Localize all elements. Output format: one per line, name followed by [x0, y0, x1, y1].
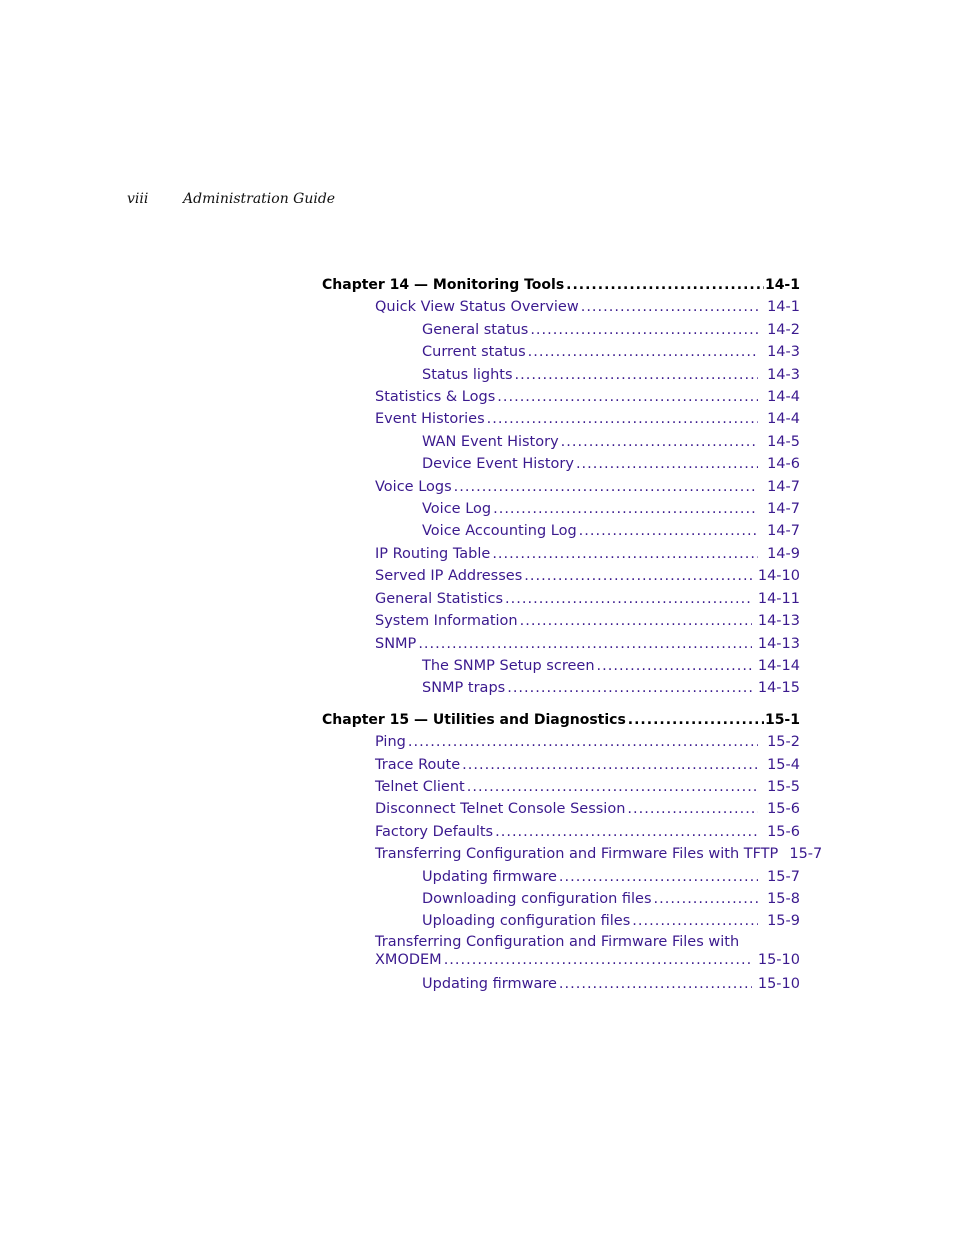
toc-page-number: 14-13: [757, 613, 800, 630]
toc-page-number: 15-2: [767, 734, 800, 751]
toc-entry-label: Current status: [422, 344, 526, 361]
toc-entry[interactable]: [322, 754, 800, 776]
toc-page-number: 15-1: [764, 711, 800, 728]
toc-page-number: 14-7: [767, 478, 800, 495]
toc-entry-label: Device Event History: [422, 456, 574, 473]
toc-entry[interactable]: [322, 431, 800, 453]
toc-page-number: 15-9: [767, 913, 800, 930]
toc-entry-label: SNMP traps: [422, 680, 506, 697]
toc-page-number: 14-13: [757, 635, 800, 652]
toc-entry[interactable]: [322, 821, 800, 843]
toc-entry[interactable]: [322, 610, 800, 632]
toc-page-number: 14-7: [767, 501, 800, 518]
toc-page-number: 15-5: [767, 778, 800, 795]
toc-entry[interactable]: [322, 386, 800, 408]
toc-entry-label: Disconnect Telnet Console Session: [375, 801, 626, 818]
toc-entry-label: SNMP: [375, 635, 417, 652]
toc-chapter-14[interactable]: [322, 274, 800, 296]
toc-entry[interactable]: [322, 866, 800, 888]
toc-entry[interactable]: [322, 565, 800, 587]
toc-entry-label: General status: [422, 321, 529, 338]
toc-entry[interactable]: [322, 453, 800, 475]
toc-entry-label: Updating firmware: [422, 975, 557, 992]
toc-entry[interactable]: [322, 341, 800, 363]
toc-page-number: 14-1: [764, 277, 800, 293]
toc-page-number: 14-11: [757, 590, 800, 607]
toc-page-number: 14-3: [767, 344, 800, 361]
toc-entry[interactable]: [322, 319, 800, 341]
toc-entry-label: Transferring Configuration and Firmware Files with TFTP: [375, 846, 779, 863]
toc-entry-label: Event Histories: [375, 411, 485, 428]
toc-entry[interactable]: [322, 476, 800, 498]
toc-entry-label: Telnet Client: [375, 778, 465, 795]
toc-entry[interactable]: [322, 364, 800, 386]
toc-page-number: 15-8: [767, 890, 800, 907]
toc-entry-label: System Information: [375, 613, 518, 630]
toc-entry[interactable]: [322, 677, 800, 699]
toc-entry-label: Quick View Status Overview: [375, 299, 579, 316]
toc-entry-label: Voice Accounting Log: [422, 523, 577, 540]
toc-page-number: 14-15: [757, 680, 800, 697]
toc-entry-label: General Statistics: [375, 590, 504, 607]
toc-entry[interactable]: [322, 843, 823, 865]
toc-entry-label: Ping: [375, 734, 406, 751]
toc-entry[interactable]: [322, 498, 800, 520]
toc-entry-wrapped-end[interactable]: [322, 951, 800, 969]
toc-page-number: 14-4: [767, 389, 800, 406]
toc-page-number: 15-4: [767, 756, 800, 773]
toc-entry[interactable]: [322, 588, 800, 610]
toc-entry-label: The SNMP Setup screen: [422, 657, 595, 674]
toc-entry-label-line2: XMODEM: [375, 951, 442, 968]
toc-entry[interactable]: [322, 973, 800, 995]
table-of-contents: [322, 274, 823, 995]
toc-page-number: 15-10: [757, 975, 800, 992]
toc-page-number: 15-6: [767, 801, 800, 818]
toc-entry[interactable]: [322, 408, 800, 430]
toc-page-number: 14-4: [767, 411, 800, 428]
toc-page-number: 14-1: [767, 299, 800, 316]
toc-chapter-title: Chapter 15 — Utilities and Diagnostics: [322, 711, 626, 728]
toc-entry-label-line1: Transferring Configuration and Firmware Files with: [375, 933, 740, 950]
toc-entry[interactable]: [322, 776, 800, 798]
toc-entry-label: Served IP Addresses: [375, 568, 523, 585]
toc-entry-label: Uploading configuration files: [422, 913, 631, 930]
toc-entry[interactable]: [322, 910, 800, 932]
toc-page-number: 14-6: [767, 456, 800, 473]
toc-chapter-title: Chapter 14 — Monitoring Tools: [322, 277, 565, 293]
toc-entry[interactable]: [322, 888, 800, 910]
toc-entry-wrapped[interactable]: [322, 933, 800, 951]
toc-entry-label: Statistics & Logs: [375, 389, 496, 406]
toc-page-number: 15-7: [789, 846, 823, 863]
toc-page-number: 14-7: [767, 523, 800, 540]
toc-page-number: 14-3: [767, 366, 800, 383]
toc-entry-label: Voice Logs: [375, 478, 452, 495]
toc-entry-label: IP Routing Table: [375, 545, 491, 562]
toc-entry-label: Voice Log: [422, 501, 492, 518]
toc-entry[interactable]: [322, 633, 800, 655]
toc-entry-label: Trace Route: [375, 756, 461, 773]
toc-page-number: 15-7: [767, 868, 800, 885]
toc-entry[interactable]: [322, 543, 800, 565]
toc-page-number: 14-10: [757, 568, 800, 585]
toc-page-number: 14-5: [767, 433, 800, 450]
toc-entry[interactable]: [322, 520, 800, 542]
toc-page-number: 14-2: [767, 321, 800, 338]
header-title: Administration Guide: [183, 191, 336, 207]
toc-page-number: 14-14: [757, 657, 800, 674]
toc-entry-label: Updating firmware: [422, 868, 557, 885]
toc-entry[interactable]: [322, 798, 800, 820]
toc-entry-label: WAN Event History: [422, 433, 559, 450]
toc-page-number: 14-9: [767, 545, 800, 562]
toc-entry[interactable]: [322, 296, 800, 318]
toc-entry[interactable]: [322, 731, 800, 753]
toc-chapter-15[interactable]: [322, 709, 800, 731]
toc-entry-label: Status lights: [422, 366, 513, 383]
toc-entry[interactable]: [322, 655, 800, 677]
toc-page-number: 15-10: [757, 951, 800, 968]
header-page-number: viii: [127, 191, 149, 207]
toc-page-number: 15-6: [767, 823, 800, 840]
toc-entry-label: Factory Defaults: [375, 823, 494, 840]
running-header: [127, 191, 335, 207]
toc-entry-label: Downloading configuration files: [422, 890, 652, 907]
